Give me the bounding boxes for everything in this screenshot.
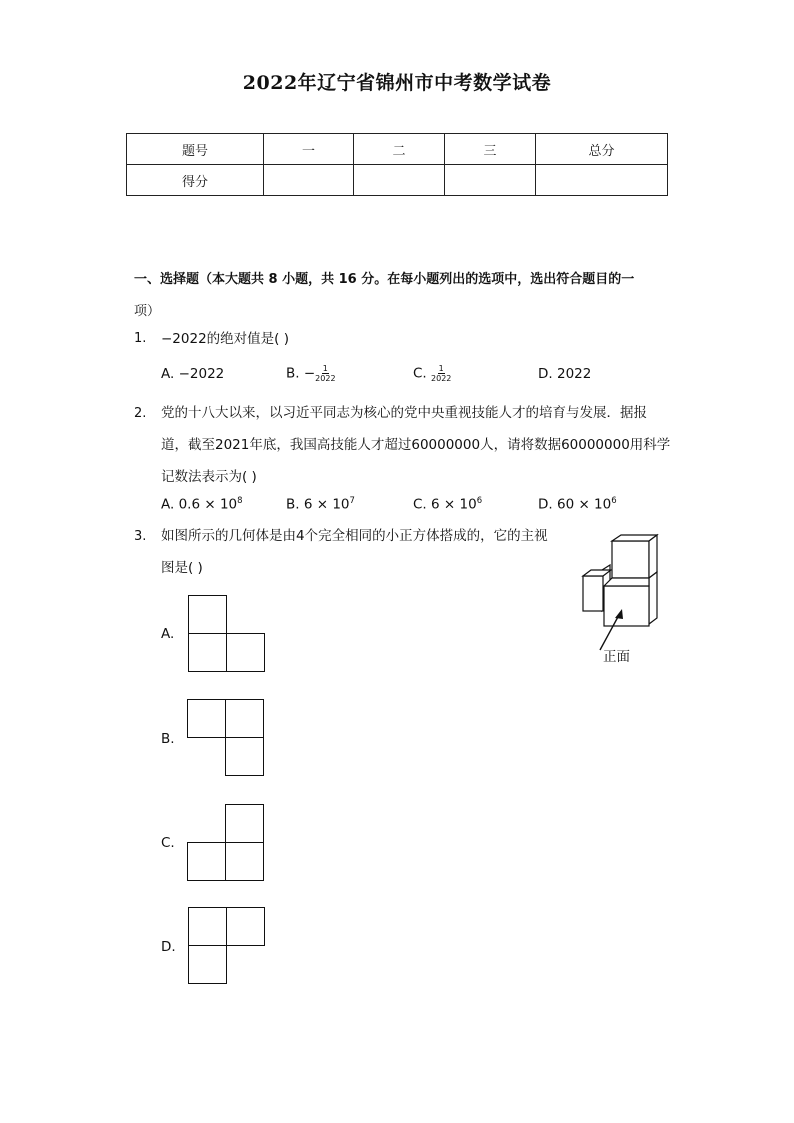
table-cell: 二 (354, 134, 445, 165)
option-b: B. (161, 731, 175, 747)
option-c: C. $6 \times 10^6$ (413, 496, 483, 513)
question-text: −2022的绝对值是( ) (161, 331, 289, 347)
option-d-figure (188, 907, 268, 987)
question-number: 2. (134, 406, 147, 421)
option-a: A. $0.6 \times 10^8$ (161, 496, 243, 513)
question-number: 1. (134, 331, 147, 346)
question-number: 3. (134, 529, 147, 544)
question-text: 党的十八大以来，以习近平同志为核心的党中央重视技能人才的培育与发展．据报 道，截至2021年底，我国高技能人才超过60000000人，请将数据60000000用科学 记数法表示为( ) (161, 405, 671, 485)
option-c-figure (187, 804, 267, 884)
table-cell: 三 (445, 134, 536, 165)
section-heading: 一、选择题（本大题共 8 小题，共 16 分。在每小题列出的选项中，选出符合题目的一 项） (134, 272, 635, 319)
fraction: $\frac{1}{2022}$ (431, 364, 452, 383)
table-cell: 题号 (127, 134, 264, 165)
table-cell: 总分 (536, 134, 668, 165)
option-b-figure (187, 699, 267, 779)
table-row (127, 134, 668, 165)
option-d: D. 2022 (538, 366, 592, 382)
figure-label: 正面 (603, 649, 630, 665)
table-cell (536, 165, 668, 196)
option-b: B. − $\frac{1}{2022}$ (286, 364, 336, 383)
fraction: $\frac{1}{2022}$ (315, 364, 336, 383)
score-table (126, 133, 668, 196)
option-c: C. (161, 835, 175, 851)
table-row (127, 165, 668, 196)
question-text: 如图所示的几何体是由4个完全相同的小正方体搭成的，它的主视 图是( ) (161, 528, 548, 576)
option-d: D. $60 \times 10^6$ (538, 496, 617, 513)
option-d: D. (161, 939, 176, 955)
option-a: A. (161, 626, 175, 642)
table-cell (354, 165, 445, 196)
table-cell (264, 165, 354, 196)
option-b: B. $6 \times 10^7$ (286, 496, 355, 513)
table-cell: 得分 (127, 165, 264, 196)
table-cell (445, 165, 536, 196)
page-title: 2022年辽宁省锦州市中考数学试卷 (242, 72, 552, 94)
option-a: A. −2022 (161, 366, 225, 382)
option-a-figure (188, 595, 268, 675)
table-cell: 一 (264, 134, 354, 165)
option-c: C. $\frac{1}{2022}$ (413, 364, 452, 383)
